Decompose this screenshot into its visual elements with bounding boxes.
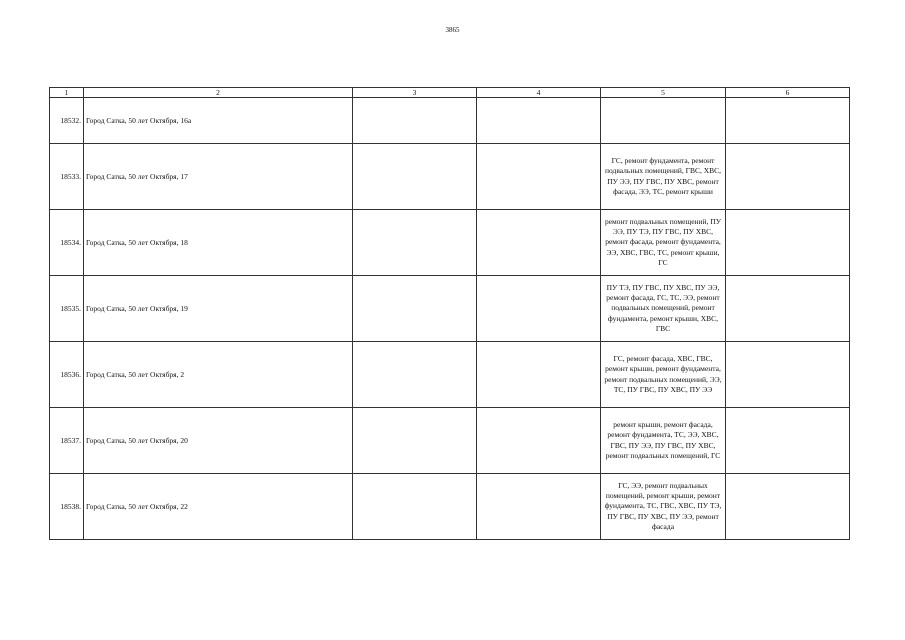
row-col3 bbox=[353, 342, 477, 408]
row-col6 bbox=[726, 144, 850, 210]
row-col3 bbox=[353, 474, 477, 540]
column-header-3: 3 bbox=[353, 88, 477, 98]
row-col4 bbox=[477, 98, 601, 144]
row-address: Город Сатка, 50 лет Октября, 19 bbox=[84, 276, 353, 342]
row-address: Город Сатка, 50 лет Октября, 18 bbox=[84, 210, 353, 276]
row-col4 bbox=[477, 276, 601, 342]
table-row bbox=[50, 276, 850, 342]
table-row bbox=[50, 98, 850, 144]
row-number: 18537. bbox=[50, 408, 84, 474]
row-works: ГС, ремонт фундамента, ремонт подвальных помещений, ГВС, ХВС, ПУ ЭЭ, ПУ ГВС, ПУ ХВС, ремонт фасада, ЭЭ, ТС, ремонт крыши bbox=[601, 144, 726, 210]
column-header-5: 5 bbox=[601, 88, 726, 98]
row-col6 bbox=[726, 408, 850, 474]
row-works: ПУ ТЭ, ПУ ГВС, ПУ ХВС, ПУ ЭЭ, ремонт фасада, ГС, ТС, ЭЭ, ремонт подвальных помещений, ремонт фундамента, ремонт крыши, ХВС, ГВС bbox=[601, 276, 726, 342]
register-table bbox=[49, 87, 850, 540]
table-row bbox=[50, 408, 850, 474]
row-col3 bbox=[353, 98, 477, 144]
row-works bbox=[601, 98, 726, 144]
column-header-2: 2 bbox=[84, 88, 353, 98]
table-row bbox=[50, 474, 850, 540]
row-col4 bbox=[477, 342, 601, 408]
table-row bbox=[50, 342, 850, 408]
row-col4 bbox=[477, 408, 601, 474]
row-col6 bbox=[726, 210, 850, 276]
row-col6 bbox=[726, 276, 850, 342]
row-address: Город Сатка, 50 лет Октября, 16а bbox=[84, 98, 353, 144]
table-row bbox=[50, 210, 850, 276]
header-row bbox=[50, 88, 850, 98]
column-header-6: 6 bbox=[726, 88, 850, 98]
row-works: ремонт крыши, ремонт фасада, ремонт фундамента, ТС, ЭЭ, ХВС, ГВС, ПУ ЭЭ, ПУ ГВС, ПУ ХВС, ремонт подвальных помещений, ГС bbox=[601, 408, 726, 474]
row-address: Город Сатка, 50 лет Октября, 22 bbox=[84, 474, 353, 540]
row-col6 bbox=[726, 474, 850, 540]
row-number: 18536. bbox=[50, 342, 84, 408]
column-header-1: 1 bbox=[50, 88, 84, 98]
row-col3 bbox=[353, 276, 477, 342]
row-number: 18533. bbox=[50, 144, 84, 210]
column-header-4: 4 bbox=[477, 88, 601, 98]
row-number: 18534. bbox=[50, 210, 84, 276]
row-address: Город Сатка, 50 лет Октября, 20 bbox=[84, 408, 353, 474]
page-number: 3865 bbox=[445, 26, 460, 34]
row-col3 bbox=[353, 408, 477, 474]
row-col4 bbox=[477, 474, 601, 540]
row-col4 bbox=[477, 210, 601, 276]
row-col6 bbox=[726, 98, 850, 144]
row-works: ремонт подвальных помещений, ПУ ЭЭ, ПУ ТЭ, ПУ ГВС, ПУ ХВС, ремонт фасада, ремонт фундамента, ЭЭ, ХВС, ГВС, ТС, ремонт крыши, ГС bbox=[601, 210, 726, 276]
row-works: ГС, ЭЭ, ремонт подвальных помещений, ремонт крыши, ремонт фундамента, ТС, ГВС, ХВС, ПУ ТЭ, ПУ ГВС, ПУ ХВС, ПУ ЭЭ, ремонт фасада bbox=[601, 474, 726, 540]
row-address: Город Сатка, 50 лет Октября, 2 bbox=[84, 342, 353, 408]
row-address: Город Сатка, 50 лет Октября, 17 bbox=[84, 144, 353, 210]
row-col4 bbox=[477, 144, 601, 210]
row-number: 18538. bbox=[50, 474, 84, 540]
row-col3 bbox=[353, 144, 477, 210]
table-row bbox=[50, 144, 850, 210]
row-col3 bbox=[353, 210, 477, 276]
row-number: 18532. bbox=[50, 98, 84, 144]
row-col6 bbox=[726, 342, 850, 408]
row-number: 18535. bbox=[50, 276, 84, 342]
row-works: ГС, ремонт фасада, ХВС, ГВС, ремонт крыши, ремонт фундамента, ремонт подвальных помещений, ЭЭ, ТС, ПУ ГВС, ПУ ХВС, ПУ ЭЭ bbox=[601, 342, 726, 408]
